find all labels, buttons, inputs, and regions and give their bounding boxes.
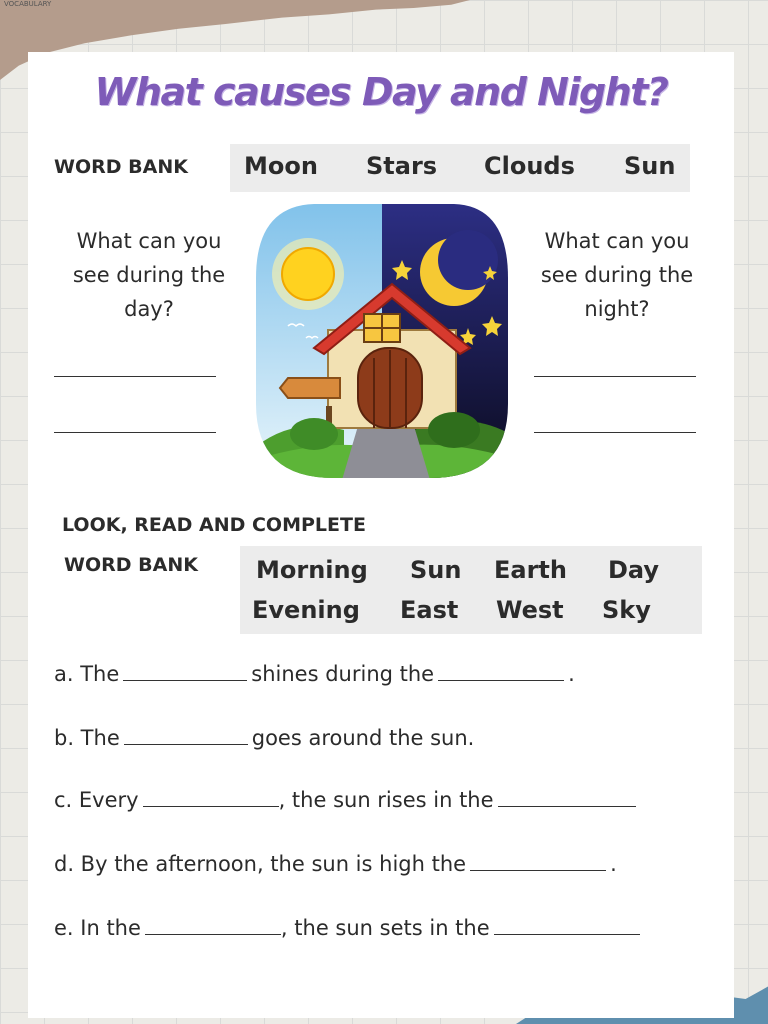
word-bank-word: East	[400, 596, 459, 624]
day-answer-line[interactable]	[54, 376, 216, 377]
word-bank-word: Morning	[256, 556, 368, 584]
night-question-line: see during the	[540, 263, 694, 287]
word-bank-word: Day	[608, 556, 660, 584]
blank-line[interactable]	[498, 788, 636, 807]
word-bank-word: Sun	[624, 152, 676, 180]
word-bank-word: Evening	[252, 596, 360, 624]
sun-icon	[272, 238, 344, 310]
sentence-b	[54, 726, 474, 750]
sentence-text: a. The	[54, 662, 120, 686]
word-bank-box	[230, 144, 690, 192]
word-bank-box-2	[240, 546, 702, 634]
word-bank-label: WORD BANK	[54, 156, 188, 178]
night-answer-line[interactable]	[534, 376, 696, 377]
sentence-d	[54, 852, 617, 876]
sentence-c	[54, 788, 640, 812]
day-answer-line[interactable]	[54, 432, 216, 433]
sentence-text: , the sun rises in the	[278, 788, 494, 812]
sentence-text: .	[568, 662, 575, 686]
word-bank-word: Moon	[244, 152, 318, 180]
word-bank-word: Sky	[602, 596, 651, 624]
night-answer-line[interactable]	[534, 432, 696, 433]
day-question-line: see during the	[72, 263, 226, 287]
word-bank-word: Stars	[366, 152, 438, 180]
day-question-line: What can you	[76, 229, 222, 253]
word-bank-word: Earth	[494, 556, 567, 584]
blank-line[interactable]	[470, 852, 606, 871]
blank-line[interactable]	[143, 788, 279, 807]
sentence-text: d. By the afternoon, the sun is high the	[54, 852, 467, 876]
sentence-text: .	[610, 852, 617, 876]
night-question-line: night?	[584, 297, 650, 321]
section-title: LOOK, READ AND COMPLETE	[62, 514, 366, 536]
blank-line[interactable]	[124, 726, 248, 745]
blank-line[interactable]	[123, 662, 247, 681]
sentence-a	[54, 662, 575, 686]
word-bank-word: West	[496, 596, 564, 624]
sentence-text: goes around the sun.	[251, 726, 475, 750]
day-question	[54, 224, 244, 326]
night-question-line: What can you	[544, 229, 690, 253]
word-bank-label-2: WORD BANK	[64, 554, 198, 576]
word-bank-word: Clouds	[484, 152, 575, 180]
day-question-line: day?	[124, 297, 174, 321]
night-question	[522, 224, 712, 326]
sentence-text: shines during the	[251, 662, 435, 686]
sentence-text: , the sun sets in the	[280, 916, 490, 940]
worksheet-sheet	[28, 52, 734, 1018]
sentence-text: e. In the	[54, 916, 141, 940]
blank-line[interactable]	[145, 916, 281, 935]
day-night-house-illustration	[254, 198, 510, 480]
sentence-e	[54, 916, 644, 940]
worksheet-title: What causes Day and Night?	[94, 70, 668, 114]
blank-line[interactable]	[438, 662, 564, 681]
word-bank-word: Sun	[410, 556, 462, 584]
blank-line[interactable]	[494, 916, 640, 935]
corner-label: VOCABULARY	[4, 0, 52, 8]
sentence-text: c. Every	[54, 788, 139, 812]
sentence-text: b. The	[54, 726, 120, 750]
